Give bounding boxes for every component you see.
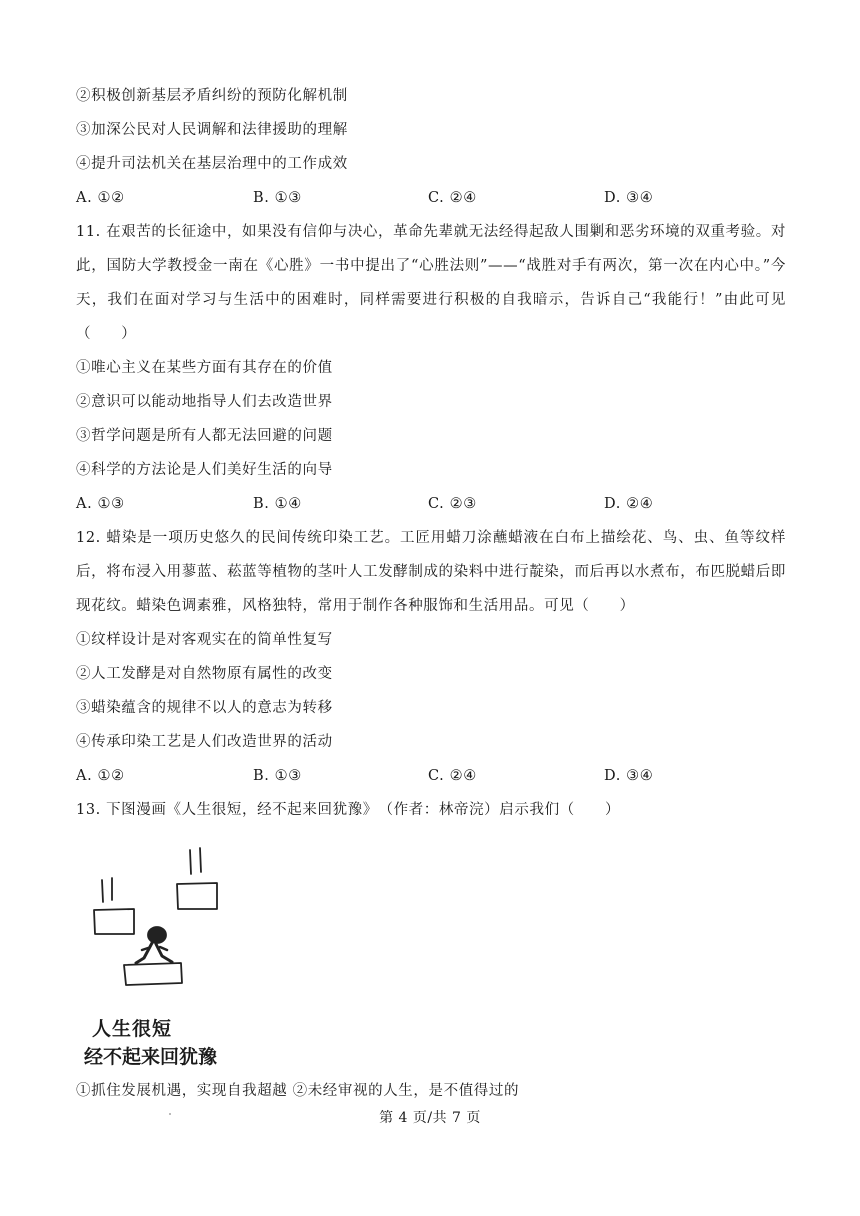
choice-c: C. ②④ xyxy=(428,768,477,784)
cartoon-caption-line-2: 经不起来回犹豫 xyxy=(84,1046,218,1068)
option-line: ②积极创新基层矛盾纠纷的预防化解机制 xyxy=(76,88,348,104)
option-line: ②意识可以能动地指导人们去改造世界 xyxy=(76,394,333,410)
option-line: ①唯心主义在某些方面有其存在的价值 xyxy=(76,360,333,376)
answer-choices xyxy=(76,494,776,514)
question-12-stem: 12. 蜡染是一项历史悠久的民间传统印染工艺。工匠用蜡刀涂蘸蜡液在白布上描绘花、鸟、虫、鱼等纹样后，将布浸入用蓼蓝、菘蓝等植物的茎叶人工发酵制成的染料中进行靛染，而后再以水煮布，布匹脱蜡后即现花纹。蜡染色调素雅，风格独特，常用于制作各种服饰和生活用品。可见（ ） xyxy=(76,530,786,614)
page-footer: 第 4 页/共 7 页 xyxy=(379,1110,481,1126)
option-line: ④科学的方法论是人们美好生活的向导 xyxy=(76,462,333,478)
option-line: ③哲学问题是所有人都无法回避的问题 xyxy=(76,428,333,444)
choice-a: A. ①③ xyxy=(76,496,125,512)
choice-d: D. ③④ xyxy=(604,190,654,206)
option-line: ①抓住发展机遇，实现自我超越 ②未经审视的人生，是不值得过的 xyxy=(76,1083,520,1099)
choice-d: D. ③④ xyxy=(604,768,654,784)
choice-b: B. ①④ xyxy=(253,496,302,512)
cartoon-illustration xyxy=(84,842,234,1072)
question-13-stem: 13. 下图漫画《人生很短，经不起来回犹豫》 （作者：林帝浣）启示我们（ ） xyxy=(76,802,621,818)
option-line: ①纹样设计是对客观实在的简单性复写 xyxy=(76,632,333,648)
choice-c: C. ②③ xyxy=(428,496,477,512)
choice-d: D. ②④ xyxy=(604,496,654,512)
choice-a: A. ①② xyxy=(76,190,125,206)
choice-c: C. ②④ xyxy=(428,190,477,206)
option-line: ④提升司法机关在基层治理中的工作成效 xyxy=(76,156,348,172)
answer-choices xyxy=(76,188,776,208)
answer-choices xyxy=(76,766,776,786)
choice-b: B. ①③ xyxy=(253,190,302,206)
option-line: ③加深公民对人民调解和法律援助的理解 xyxy=(76,122,348,138)
option-line: ②人工发酵是对自然物原有属性的改变 xyxy=(76,666,333,682)
choice-b: B. ①③ xyxy=(253,768,302,784)
option-line: ③蜡染蕴含的规律不以人的意志为转移 xyxy=(76,700,333,716)
question-11-stem: 11. 在艰苦的长征途中，如果没有信仰与决心，革命先辈就无法经得起敌人围剿和恶劣环境的双重考验。对此，国防大学教授金一南在《心胜》一书中提出了“心胜法则”——“战胜对手有两次，第一次在内心中。”今天，我们在面对学习与生活中的困难时，同样需要进行积极的自我暗示，告诉自己“我能行！”由此可见（ ） xyxy=(76,224,786,342)
choice-a: A. ①② xyxy=(76,768,125,784)
cartoon-caption-line-1: 人生很短 xyxy=(92,1018,173,1040)
option-line: ④传承印染工艺是人们改造世界的活动 xyxy=(76,734,333,750)
